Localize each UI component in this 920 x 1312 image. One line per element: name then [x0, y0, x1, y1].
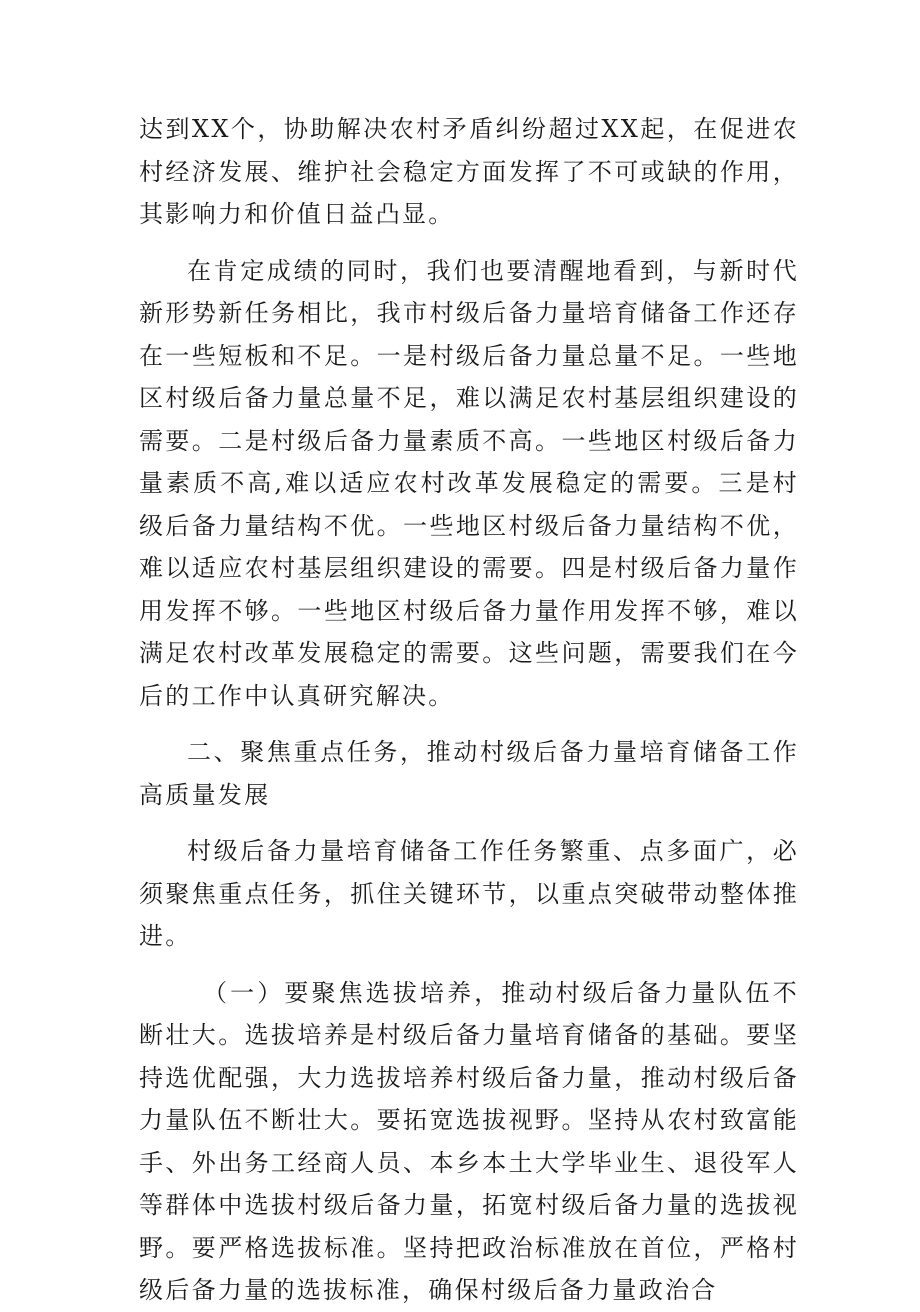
document-body [139, 108, 799, 1312]
paragraph-subsection-1: （一）要聚焦选拔培养，推动村级后备力量队伍不断壮大。选拔培养是村级后备力量培育储备的基础。要坚持选优配强，大力选拔培养村级后备力量，推动村级后备力量队伍不断壮大。要拓宽选拔视野。坚持从农村致富能手、外出务工经商人员、本乡本土大学毕业生、退役军人等群体中选拔村级后备力量，拓宽村级后备力量的选拔视野。要严格选拔标准。坚持把政治标准放在首位，严格村级后备力量的选拔标准，确保村级后备力量政治合 [139, 978, 799, 1304]
paragraph-continuation: 达到XX个，协助解决农村矛盾纠纷超过XX起，在促进农村经济发展、维护社会稳定方面发挥了不可或缺的作用，其影响力和价值日益凸显。 [139, 115, 799, 228]
paragraph-shortcomings: 在肯定成绩的同时，我们也要清醒地看到，与新时代新形势新任务相比，我市村级后备力量培育储备工作还存在一些短板和不足。一是村级后备力量总量不足。一些地区村级后备力量总量不足，难以满足农村基层组织建设的需要。二是村级后备力量素质不高。一些地区村级后备力量素质不高,难以适应农村改革发展稳定的需要。三是村级后备力量结构不优。一些地区村级后备力量结构不优，难以适应农村基层组织建设的需要。四是村级后备力量作用发挥不够。一些地区村级后备力量作用发挥不够，难以满足农村改革发展稳定的需要。这些问题，需要我们在今后的工作中认真研究解决。 [139, 256, 799, 710]
section-heading-2: 二、聚焦重点任务，推动村级后备力量培育储备工作高质量发展 [139, 738, 799, 809]
paragraph-task-intro: 村级后备力量培育储备工作任务繁重、点多面广，必须聚焦重点任务，抓住关键环节，以重点突破带动整体推进。 [139, 837, 799, 950]
